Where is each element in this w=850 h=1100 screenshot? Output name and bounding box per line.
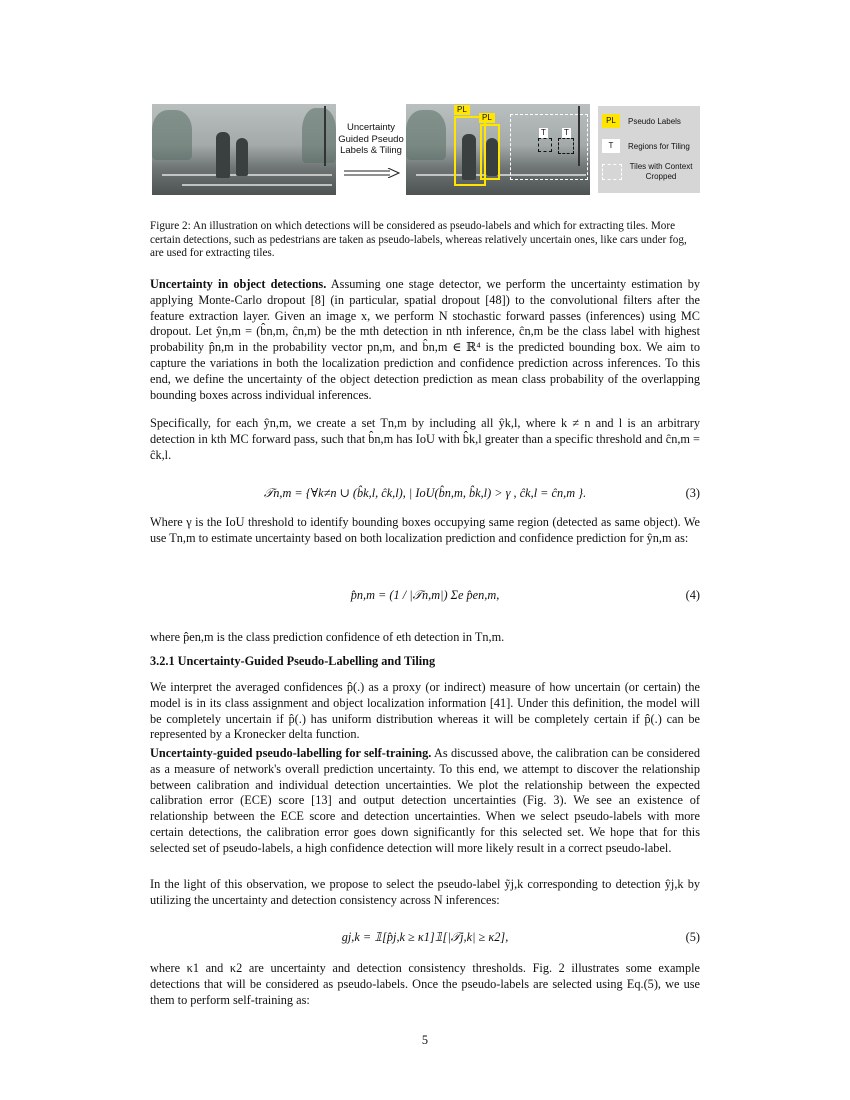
- tile-tag-2: T: [564, 128, 569, 137]
- legend-pseudo-labels: Pseudo Labels: [628, 117, 681, 126]
- dashed-swatch: [602, 164, 622, 180]
- equation-body: p̂n,m = (1 / |𝒯n,m|) Σe p̂en,m,: [350, 588, 500, 602]
- tile-tag-1: T: [541, 128, 546, 137]
- paragraph-text: Assuming one stage detector, we perform the uncertainty estimation by applying Monte-Carlo dropout [8] (in particular, spatial dropout [48]) to the convolutional filters after the feature extraction layer. Given an image x, we perform N stochastic forward passes (inferences) using MC dropout. Let ŷn,m = (b̂n,m, ĉn,m) be the mth detection in nth inference, ĉn,m be the class label with highest probability p̂n,m in the probability vector pn,m, and b̂n,m ∈ ℝ⁴ is the predicted bounding box. We aim to capture the variations in both the localization prediction and confidence prediction across inferences. To this end, we define the uncertainty of the object detection prediction as mean class probability of the overlapping bounding boxes across individual inferences.: [150, 277, 700, 402]
- paragraph-text: Specifically, for each ŷn,m, we create a set Tn,m by including all ŷk,l, where k ≠ n and l is an arbitrary detection in kth MC forward pass, such that b̂n,m has IoU with b̂k,l greater than a specific threshold and ĉn,m = ĉk,l.: [150, 416, 700, 462]
- equation-4: [150, 588, 700, 608]
- pseudo-label-tag-1: PL: [454, 105, 470, 115]
- paragraph-uncertainty-detections: [150, 277, 700, 403]
- paragraph-text: We interpret the averaged confidences p̂(.) as a proxy (or indirect) measure of how uncertain (or certain) the model is in its class assignment and object localization information [41]. Under this definition, the model will be completely uncertain if p̂(.) has uniform distribution whereas it will be completely certain if p̂(.) can be represented by a Kronecker delta function.: [150, 680, 700, 742]
- foggy-street-photo-input: [152, 104, 336, 195]
- paragraph-title: Uncertainty in object detections.: [150, 277, 327, 291]
- paragraph-specifically: [150, 416, 700, 463]
- figure-2: [150, 104, 700, 200]
- paragraph-text: As discussed above, the calibration can be considered as a measure of network's overall prediction uncertainty. To this end, we attempt to discover the relationship between calibration and individual detection uncertainties. We plot the relationship between the expected calibration error (ECE) score [13] and output detection uncertainties (Fig. 3). We see an existence of relationship between the ECE score and detection uncertainties. When we select pseudo-labels with more certain detections, the calibration error goes down significantly for this selected set. We hope that for this selected set of pseudo-labels, a high confidence detection will more likely result in a correct pseudo-label.: [150, 746, 701, 855]
- legend-tiles-with-context: Tiles with Context Cropped: [629, 162, 693, 181]
- paragraph-averaged-confidences: [150, 680, 700, 743]
- t-swatch: T: [602, 139, 620, 153]
- paragraph-light-of-observation: [150, 877, 700, 909]
- right-arrow-icon: [344, 168, 400, 178]
- equation-body: 𝒯n,m = {∀k≠n ∪ (b̂k,l, ĉk,l), | IoU(b̂n,m, b̂k,l) > γ , ĉk,l = ĉn,m }.: [263, 486, 587, 500]
- caption-text: An illustration on which detections will be considered as pseudo-labels and which for extracting tiles. More certain detections, such as pedestrians are taken as pseudo-labels, whereas relatively uncertain ones, like cars under fog, are used for extracting tiles.: [150, 220, 687, 260]
- figure-caption: [150, 220, 700, 261]
- paragraph-text: where p̂en,m is the class prediction confidence of eth detection in Tn,m.: [150, 630, 505, 644]
- paragraph-text: Where γ is the IoU threshold to identify bounding boxes occupying same region (detected as same object). We use Tn,m to estimate uncertainty based on both localization prediction and confidence prediction for ŷn,m as:: [150, 515, 700, 545]
- equation-number: (5): [685, 930, 700, 944]
- arrow-label: Uncertainty Guided Pseudo Labels & Tiling: [338, 122, 404, 156]
- pseudo-label-box-2: [480, 124, 500, 180]
- pseudo-label-tag-2: PL: [479, 113, 495, 123]
- paragraph-pseudo-labelling: [150, 746, 700, 857]
- page-number: 5: [421, 1033, 429, 1047]
- figure-legend: [598, 106, 700, 193]
- paragraph-text: where κ1 and κ2 are uncertainty and detection consistency thresholds. Fig. 2 illustrates some example detections that will be considered as pseudo-labels. Once the pseudo-labels are selected using Eq.(5), we use them to perform self-training as:: [150, 961, 700, 1007]
- equation-body: gj,k = 𝟙[p̂j,k ≥ κ1]𝟙[|𝒯j,k| ≥ κ2],: [341, 930, 509, 944]
- paragraph-where-gamma: [150, 515, 700, 547]
- paragraph-text: In the light of this observation, we propose to select the pseudo-label ỹj,k corresponding to detection ŷj,k by utilizing the uncertainty and detection consistency across N inferences:: [150, 877, 700, 907]
- subsection-heading: 3.2.1 Uncertainty-Guided Pseudo-Labelling and Tiling: [150, 654, 436, 668]
- equation-5: [150, 930, 700, 950]
- caption-label: Figure 2:: [150, 220, 191, 232]
- tile-region-box-2: [558, 138, 574, 154]
- equation-number: (3): [685, 486, 700, 500]
- tile-region-box-1: [538, 138, 552, 152]
- paragraph-title: Uncertainty-guided pseudo-labelling for self-training.: [150, 746, 432, 760]
- paragraph-thresholds: [150, 961, 700, 1008]
- paragraph-where-confidence: [150, 630, 700, 646]
- pl-swatch: PL: [602, 114, 620, 128]
- legend-regions-for-tiling: Regions for Tiling: [628, 142, 690, 151]
- equation-number: (4): [685, 588, 700, 602]
- equation-3: [150, 486, 700, 506]
